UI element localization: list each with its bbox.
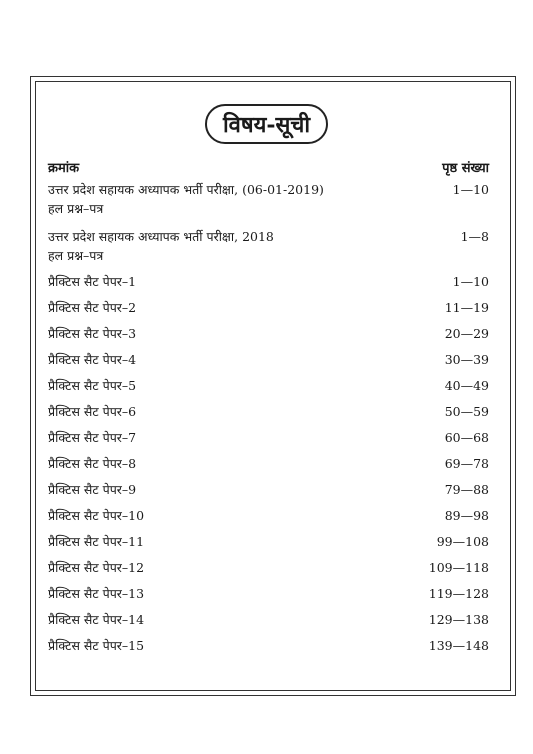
entry-pages: 1—8 [460,229,489,244]
entry-title: प्रैक्टिस सैट पेपर–11 [48,534,145,549]
entry-pages: 129—138 [428,612,489,627]
entry-pages: 30—39 [444,352,489,367]
entry-pages: 1—10 [452,274,489,289]
entry-pages: 119—128 [428,586,489,601]
entry-pages: 79—88 [444,482,489,497]
entry-title: प्रैक्टिस सैट पेपर–3 [48,326,137,341]
entry-subtitle: हल प्रश्न–पत्र [48,201,104,216]
entry-title: प्रैक्टिस सैट पेपर–9 [48,482,137,497]
entry-title: प्रैक्टिस सैट पेपर–7 [48,430,137,445]
entry-title: प्रैक्टिस सैट पेपर–14 [48,612,145,627]
toc-entry[interactable] [48,350,489,369]
toc-entry[interactable] [48,532,489,551]
toc-entry[interactable] [48,376,489,395]
entry-title: प्रैक्टिस सैट पेपर–5 [48,378,137,393]
toc-entry[interactable] [48,227,489,265]
entry-pages: 40—49 [444,378,489,393]
entry-title: प्रैक्टिस सैट पेपर–10 [48,508,145,523]
page-title: विषय-सूची [205,104,328,144]
entry-pages: 69—78 [444,456,489,471]
toc-header [48,158,489,176]
entry-pages: 139—148 [428,638,489,653]
toc-entry[interactable] [48,480,489,499]
toc-entry[interactable] [48,610,489,629]
entry-title: उत्तर प्रदेश सहायक अध्यापक भर्ती परीक्षा, 2018 [48,229,274,244]
entry-pages: 11—19 [444,300,489,315]
entry-pages: 89—98 [444,508,489,523]
entry-title: प्रैक्टिस सैट पेपर–12 [48,560,145,575]
entry-title: प्रैक्टिस सैट पेपर–15 [48,638,145,653]
toc-entry[interactable] [48,272,489,291]
toc-entry[interactable] [48,454,489,473]
entry-subtitle: हल प्रश्न–पत्र [48,248,104,263]
toc-entry[interactable] [48,558,489,577]
toc-entry[interactable] [48,402,489,421]
entry-title: प्रैक्टिस सैट पेपर–8 [48,456,137,471]
toc-entry[interactable] [48,324,489,343]
entry-pages: 109—118 [428,560,489,575]
toc-entry[interactable] [48,584,489,603]
entry-pages: 1—10 [452,182,489,197]
entry-pages: 20—29 [444,326,489,341]
toc-entry[interactable] [48,636,489,655]
toc-entry[interactable] [48,506,489,525]
entry-pages: 50—59 [444,404,489,419]
entry-title: प्रैक्टिस सैट पेपर–4 [48,352,137,367]
toc-entry[interactable] [48,298,489,317]
entry-pages: 99—108 [436,534,489,549]
toc-entry[interactable] [48,428,489,447]
entry-title: प्रैक्टिस सैट पेपर–6 [48,404,137,419]
toc-entry[interactable] [48,180,489,218]
entry-pages: 60—68 [444,430,489,445]
entry-title: उत्तर प्रदेश सहायक अध्यापक भर्ती परीक्षा, (06-01-2019) [48,182,324,197]
page-column-header: पृष्ठ संख्या [442,161,489,176]
entry-title: प्रैक्टिस सैट पेपर–2 [48,300,137,315]
serial-column-header: क्रमांक [48,161,80,176]
entry-title: प्रैक्टिस सैट पेपर–13 [48,586,145,601]
entry-title: प्रैक्टिस सैट पेपर–1 [48,274,137,289]
